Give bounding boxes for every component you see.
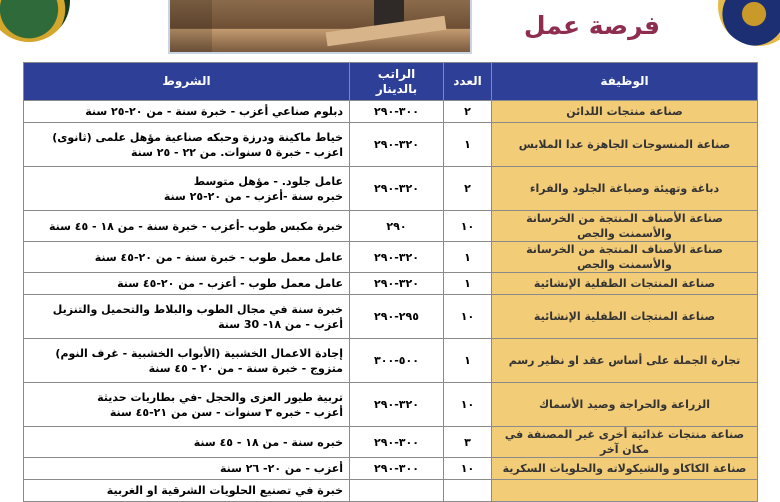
salary-range: ٣٢٠-٢٩٠ — [350, 242, 444, 273]
header-row — [24, 63, 758, 101]
condition-line: أعزب - خبره ٣ سنوات - سن من ٢١-٤٥ سنة — [109, 405, 343, 419]
salary-range — [350, 480, 444, 502]
table-row — [24, 383, 758, 427]
condition-line: إجادة الاعمال الخشبية (الأبواب الخشبية - غرف النوم) — [55, 346, 343, 360]
conditions-cell — [24, 123, 350, 167]
job-count: ٣ — [444, 427, 492, 458]
job-title: تجارة الجملة على أساس عقد او نظير رسم — [492, 339, 758, 383]
condition-line: أعزب - من ١٨- 30 سنة — [218, 317, 343, 331]
conditions-cell — [24, 339, 350, 383]
table-row — [24, 480, 758, 502]
job-title: صناعة الأصناف المنتجة من الخرسانة والأسمنت والجص — [492, 242, 758, 273]
salary-range: ٣٠٠-٢٩٠ — [350, 427, 444, 458]
job-count: ٢ — [444, 167, 492, 211]
salary-range: ٣٠٠-٢٩٠ — [350, 458, 444, 480]
condition-line: عامل معمل طوب - خبرة سنة - من ٢٠-٤٥ سنة — [94, 250, 343, 264]
page-title: فرصة عمل — [523, 11, 660, 40]
condition-line: خبرة في تصنيع الحلويات الشرقية او الغربية — [106, 484, 343, 497]
table-row — [24, 101, 758, 123]
condition-line: خياط ماكينة ودرزة وحبكه صناعية مؤهل علمى (ثانوى) — [52, 130, 343, 144]
job-title: صناعة الكاكاو والشيكولاته والحلويات السكرية — [492, 458, 758, 480]
condition-line: خبره سنة - من ١٨ - ٤٥ سنة — [193, 435, 343, 449]
salary-range: ٣٠٠-٢٩٠ — [350, 101, 444, 123]
job-title: صناعة المنسوجات الجاهزة عدا الملابس — [492, 123, 758, 167]
table-row — [24, 123, 758, 167]
condition-line: متزوج - خبرة سنة - من ٢٠ - ٤٥ سنة — [148, 361, 343, 375]
condition-line: دبلوم صناعي أعزب - خبرة سنة - من ٢٠-٢٥ سنة — [85, 105, 343, 118]
header-job: الوظيفة — [492, 63, 758, 101]
salary-range: ٣٢٠-٢٩٠ — [350, 123, 444, 167]
conditions-cell — [24, 480, 350, 502]
job-title — [492, 480, 758, 502]
conditions-cell — [24, 458, 350, 480]
table-row — [24, 458, 758, 480]
table-row — [24, 211, 758, 242]
jobs-table — [23, 62, 758, 502]
job-count: ١٠ — [444, 383, 492, 427]
seal-emblem-icon — [718, 0, 780, 46]
condition-line: تربية طيور العزى والحجل -في بطاريات حديثة — [97, 390, 343, 404]
job-count: ١ — [444, 123, 492, 167]
table-row — [24, 339, 758, 383]
job-title: صناعة الأصناف المنتجة من الخرسانة والأسمنت والجص — [492, 211, 758, 242]
conditions-cell — [24, 427, 350, 458]
condition-line: خبره سنة -أعزب - من ٢٠-٢٥ سنة — [163, 189, 343, 203]
job-count: ١ — [444, 339, 492, 383]
table-row — [24, 427, 758, 458]
conditions-cell — [24, 167, 350, 211]
job-count: ١٠ — [444, 295, 492, 339]
conditions-cell — [24, 101, 350, 123]
header-salary: الراتب بالدينار — [350, 63, 444, 101]
condition-line: أعزب - من ٢٠- ٢٦ سنة — [219, 462, 343, 475]
salary-range: ٥٠٠-٣٠٠ — [350, 339, 444, 383]
conditions-cell — [24, 273, 350, 295]
conditions-cell — [24, 242, 350, 273]
table-row — [24, 273, 758, 295]
condition-line: خبرة مكبس طوب -أعزب - خبرة سنة - من ١٨ - ٤٥ سنة — [48, 219, 343, 233]
job-title: صناعة منتجات اللدائن — [492, 101, 758, 123]
job-title: الزراعة والحراجة وصيد الأسماك — [492, 383, 758, 427]
job-count: ١٠ — [444, 458, 492, 480]
job-title: صناعة المنتجات الطفلية الإنشائية — [492, 295, 758, 339]
header-conditions: الشروط — [24, 63, 350, 101]
condition-line: اعزب - خبرة ٥ سنوات. من ٢٢ - ٢٥ سنة — [130, 145, 343, 159]
condition-line: عامل معمل طوب - أعزب - من ٢٠-٤٥ سنة — [117, 277, 343, 290]
header-band — [0, 0, 780, 56]
salary-range: ٣٢٠-٢٩٠ — [350, 273, 444, 295]
olive-emblem-icon — [0, 0, 70, 42]
condition-line: خبرة سنة في مجال الطوب والبلاط والتحميل والتنزيل — [52, 302, 343, 316]
salary-range: ٣٢٠-٢٩٠ — [350, 167, 444, 211]
salary-range: ٢٩٥-٢٩٠ — [350, 295, 444, 339]
conditions-cell — [24, 295, 350, 339]
conditions-cell — [24, 383, 350, 427]
job-title: دباغة وتهيئة وصباغة الجلود والفراء — [492, 167, 758, 211]
worker-photo — [168, 0, 472, 54]
condition-line: عامل جلود. - مؤهل متوسط — [193, 174, 343, 188]
table-row — [24, 295, 758, 339]
conditions-cell — [24, 211, 350, 242]
job-count: ١ — [444, 273, 492, 295]
salary-range: ٣٢٠-٢٩٠ — [350, 383, 444, 427]
table-row — [24, 242, 758, 273]
header-count: العدد — [444, 63, 492, 101]
job-count — [444, 480, 492, 502]
job-count: ١ — [444, 242, 492, 273]
table-row — [24, 167, 758, 211]
job-count: ١٠ — [444, 211, 492, 242]
job-title: صناعة منتجات غذائية أخرى غير المصنفة في مكان آخر — [492, 427, 758, 458]
job-title: صناعة المنتجات الطفلية الإنشائية — [492, 273, 758, 295]
job-count: ٢ — [444, 101, 492, 123]
salary-range: ٢٩٠ — [350, 211, 444, 242]
